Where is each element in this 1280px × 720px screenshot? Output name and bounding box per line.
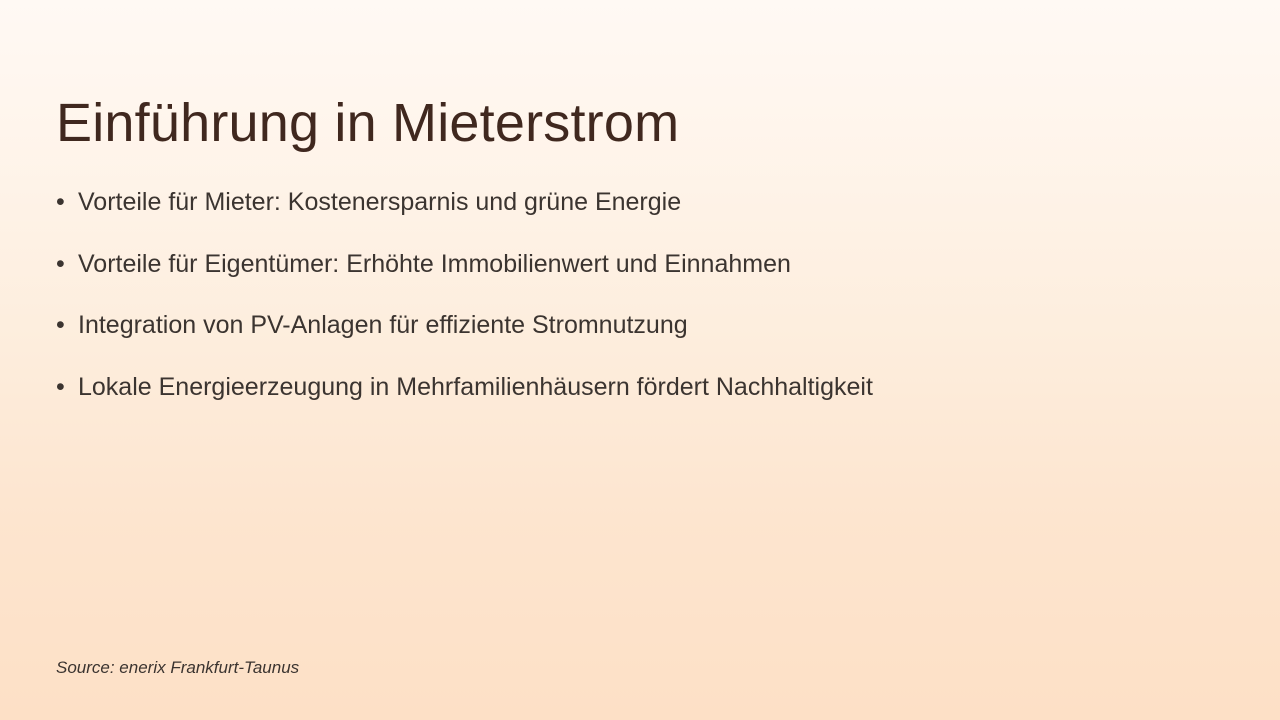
bullet-point-icon: • xyxy=(56,249,65,278)
list-item-label: Vorteile für Mieter: Kostenersparnis und grüne Energie xyxy=(78,188,682,216)
list-item xyxy=(56,371,1216,404)
page-title: Einführung in Mieterstrom xyxy=(56,93,680,154)
bullet-list xyxy=(56,186,1216,432)
bullet-point-icon: • xyxy=(56,311,65,339)
list-item xyxy=(56,186,1216,219)
list-item-label: Lokale Energieerzeugung in Mehrfamilienhäusern fördert Nachhaltigkeit xyxy=(78,372,873,401)
list-item xyxy=(56,248,1216,281)
source-note: Source: enerix Frankfurt-Taunus xyxy=(56,658,300,677)
list-item-label: Integration von PV-Anlagen für effiziente Stromnutzung xyxy=(78,311,688,339)
list-item-label: Vorteile für Eigentümer: Erhöhte Immobilienwert und Einnahmen xyxy=(78,249,791,278)
bullet-point-icon: • xyxy=(56,188,65,216)
list-item xyxy=(56,309,1216,342)
bullet-point-icon: • xyxy=(56,372,65,401)
